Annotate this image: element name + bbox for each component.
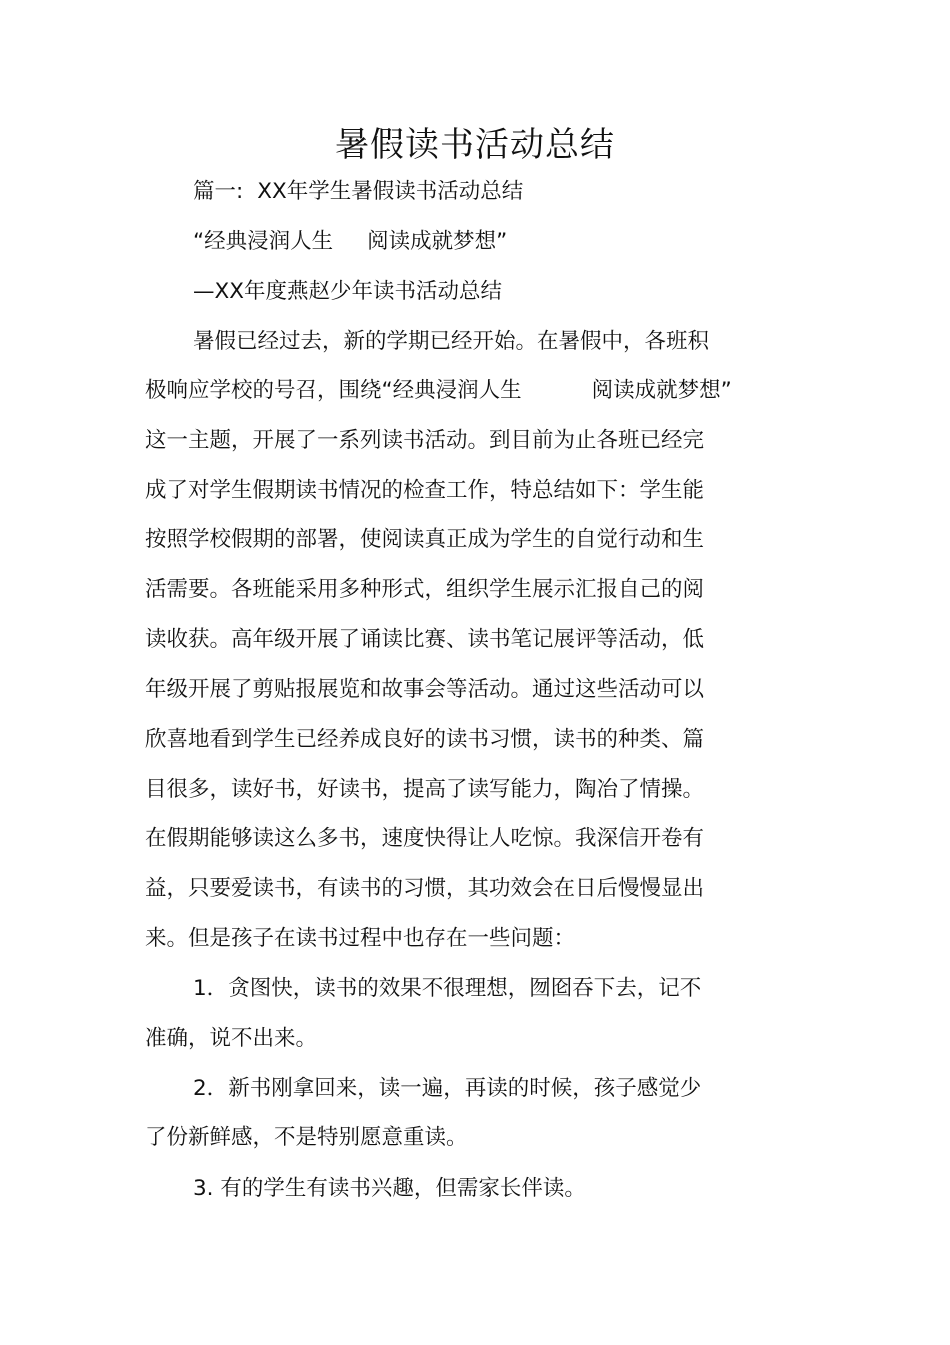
body-line: 在假期能够读这么多书，速度快得让人吃惊。我深信开卷有 [145, 826, 705, 851]
problem-number: 3. [193, 1176, 214, 1201]
problem-number: 2． [193, 1076, 229, 1101]
body-line: 成了对学生假期读书情况的检查工作，特总结如下：学生能 [145, 478, 705, 503]
body-line-part: 极响应学校的号召，围绕“经典浸润人生 [145, 378, 522, 403]
body-line: 年级开展了剪贴报展览和故事会等活动。通过这些活动可以 [145, 677, 705, 702]
body-line: 益，只要爱读书，有读书的习惯，其功效会在日后慢慢显出 [145, 876, 705, 901]
problem-number: 1． [193, 976, 229, 1001]
body-line: 暑假已经过去，新的学期已经开始。在暑假中，各班积 [193, 329, 710, 354]
problem-item-3 [193, 1174, 586, 1204]
activity-theme-part1: “经典浸润人生 [193, 229, 334, 254]
body-line: 欣喜地看到学生已经养成良好的读书习惯，读书的种类、篇 [145, 727, 705, 752]
body-line: 活需要。各班能采用多种形式，组织学生展示汇报自己的阅 [145, 577, 705, 602]
problem-item-1-continuation: 准确，说不出来。 [145, 1026, 318, 1051]
body-line: 来。但是孩子在读书过程中也存在一些问题： [145, 926, 576, 951]
body-line: 目很多，读好书，好读书，提高了读写能力，陶冶了情操。 [145, 777, 705, 802]
body-line: 读收获。高年级开展了诵读比赛、读书笔记展评等活动，低 [145, 627, 705, 652]
body-line: 这一主题，开展了一系列读书活动。到目前为止各班已经完 [145, 428, 705, 453]
problem-item-2 [193, 1074, 701, 1104]
problem-text: 新书刚拿回来，读一遍，再读的时候，孩子感觉少 [228, 1076, 702, 1101]
problem-item-1 [193, 974, 701, 1004]
problem-text: 有的学生有读书兴趣，但需家长伴读。 [220, 1176, 586, 1201]
body-line [145, 376, 732, 406]
problem-item-2-continuation: 了份新鲜感，不是特别愿意重读。 [145, 1125, 468, 1150]
document-subtitle: —XX年度燕赵少年读书活动总结 [193, 279, 502, 304]
document-title: 暑假读书活动总结 [335, 125, 615, 165]
body-line-part: 阅读成就梦想” [591, 378, 732, 403]
problem-text: 贪图快，读书的效果不很理想，囫囵吞下去，记不 [228, 976, 702, 1001]
body-line: 按照学校假期的部署，使阅读真正成为学生的自觉行动和生 [145, 527, 705, 552]
activity-theme [193, 227, 507, 257]
article-heading-label: 篇一: [193, 179, 244, 204]
article-heading-text: XX年学生暑假读书活动总结 [257, 179, 524, 204]
activity-theme-part2: 阅读成就梦想” [367, 229, 508, 254]
article-heading [193, 177, 523, 207]
